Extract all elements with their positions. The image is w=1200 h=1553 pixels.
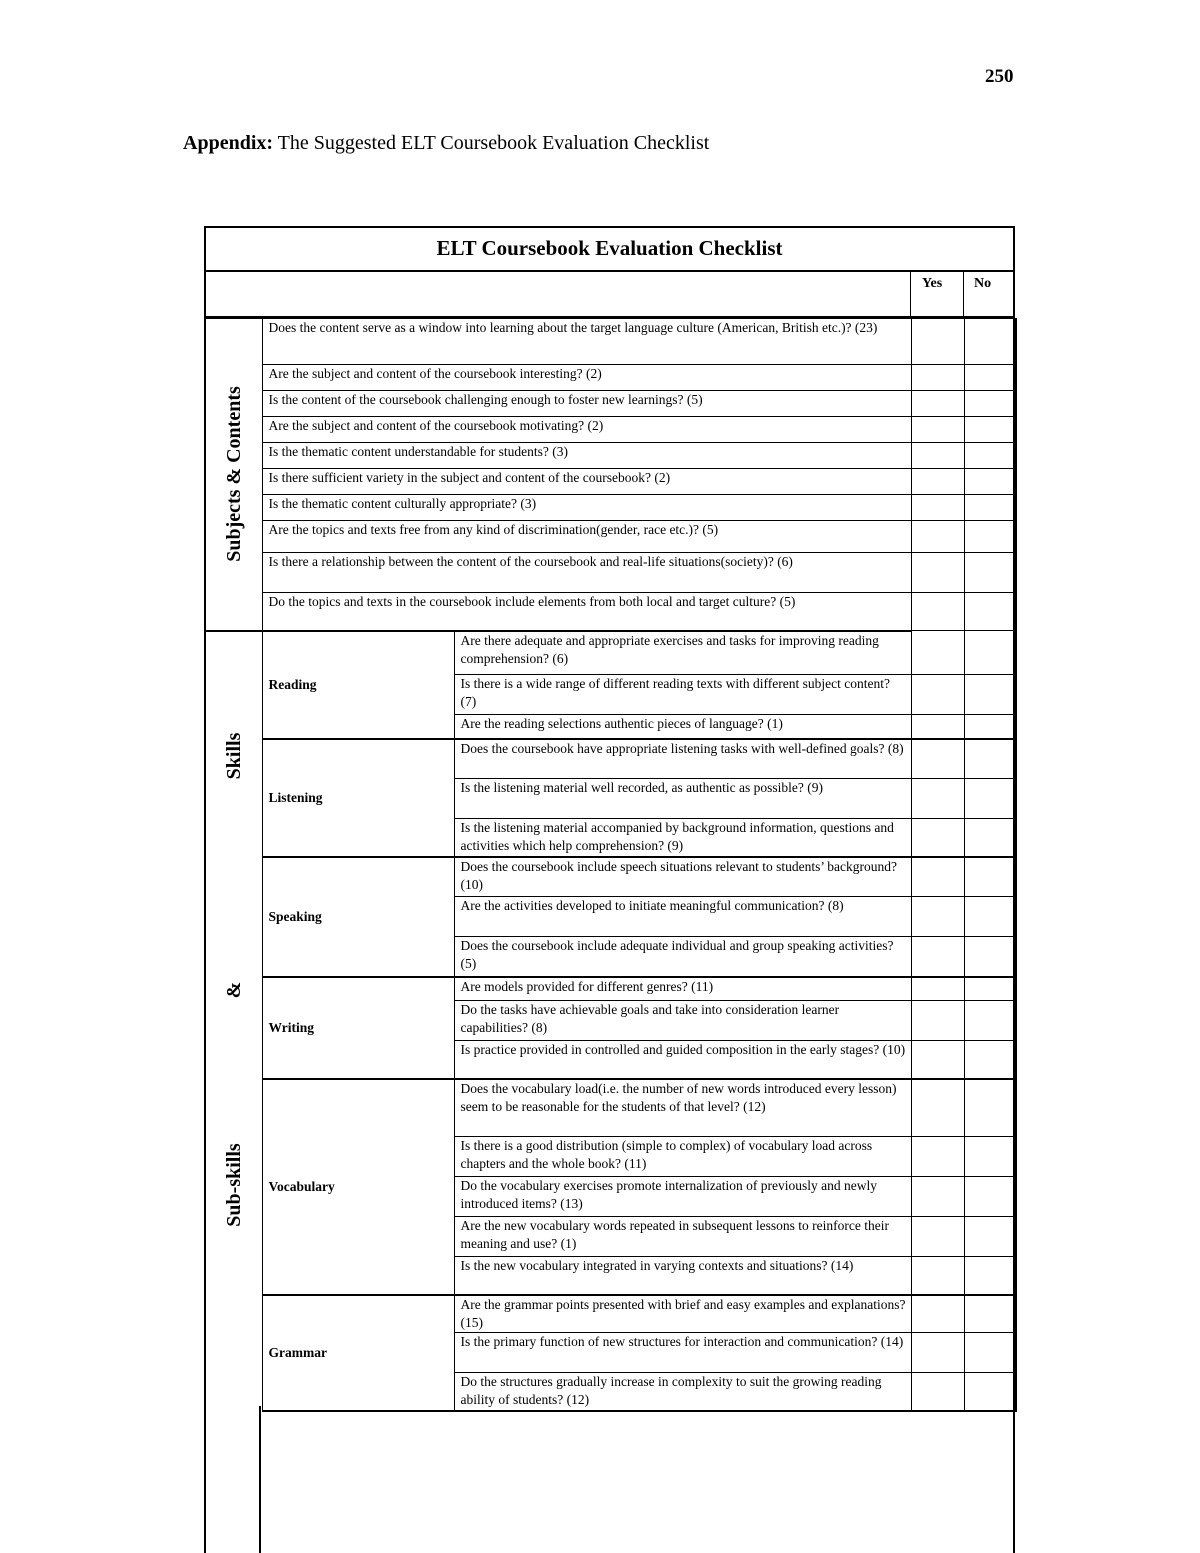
question-text: Is the thematic content understandable for students? (3) [262,443,911,469]
yes-checkbox-cell[interactable] [911,1257,964,1295]
yes-checkbox-cell[interactable] [911,1001,964,1041]
skill-label-writing: Writing [262,977,454,1079]
table-row [205,391,1016,417]
table-row [205,319,1016,365]
yes-checkbox-cell[interactable] [911,1177,964,1217]
no-checkbox-cell[interactable] [964,319,1016,365]
yes-checkbox-cell[interactable] [911,593,964,631]
question-text: Do the vocabulary exercises promote internalization of previously and newly introduced items? (13) [454,1177,911,1217]
yes-checkbox-cell[interactable] [911,1137,964,1177]
no-checkbox-cell[interactable] [964,443,1016,469]
table-row [205,1295,1016,1333]
yes-checkbox-cell[interactable] [911,469,964,495]
skill-label-listening: Listening [262,739,454,857]
yes-checkbox-cell[interactable] [911,1373,964,1411]
no-checkbox-cell[interactable] [964,365,1016,391]
category-label [206,632,262,1411]
yes-checkbox-cell[interactable] [911,675,964,715]
question-text: Are the reading selections authentic pieces of language? (1) [454,715,911,739]
table-row [205,977,1016,1001]
category-label: Subjects & Contents [222,386,245,563]
appendix-heading [183,132,709,155]
no-checkbox-cell[interactable] [964,715,1016,739]
table-row [205,631,1016,675]
question-text: Do the tasks have achievable goals and take into consideration learner capabilities? (8) [454,1001,911,1041]
yes-checkbox-cell[interactable] [911,897,964,937]
skill-label-speaking: Speaking [262,857,454,977]
yes-checkbox-cell[interactable] [911,1217,964,1257]
question-text: Do the structures gradually increase in complexity to suit the growing reading ability of students? (12) [454,1373,911,1411]
no-checkbox-cell[interactable] [964,1373,1016,1411]
question-text: Is there is a good distribution (simple to complex) of vocabulary load across chapters and the whole book? (11) [454,1137,911,1177]
yes-checkbox-cell[interactable] [911,443,964,469]
table-row [205,1079,1016,1137]
no-checkbox-cell[interactable] [964,1137,1016,1177]
question-text: Are the subject and content of the coursebook motivating? (2) [262,417,911,443]
table-row [205,739,1016,779]
header-blank-cell [204,272,910,318]
category-label-amp: & [222,981,245,999]
no-checkbox-cell[interactable] [964,779,1016,819]
yes-checkbox-cell[interactable] [911,631,964,675]
question-text: Is the new vocabulary integrated in varying contexts and situations? (14) [454,1257,911,1295]
yes-checkbox-cell[interactable] [911,417,964,443]
question-text: Are models provided for different genres? (11) [454,977,911,1001]
empty-category-column [204,1406,261,1553]
question-text: Is there sufficient variety in the subject and content of the coursebook? (2) [262,469,911,495]
table-row [205,365,1016,391]
no-checkbox-cell[interactable] [964,977,1016,1001]
category-label-skills: Skills [222,732,245,780]
question-text: Does the coursebook include speech situations relevant to students’ background? (10) [454,857,911,897]
no-checkbox-cell[interactable] [964,897,1016,937]
question-text: Does the coursebook have appropriate listening tasks with well-defined goals? (8) [454,739,911,779]
question-text: Are the topics and texts free from any kind of discrimination(gender, race etc.)? (5) [262,521,911,553]
yes-checkbox-cell[interactable] [911,365,964,391]
question-text: Is the primary function of new structures for interaction and communication? (14) [454,1333,911,1373]
yes-checkbox-cell[interactable] [911,1041,964,1079]
appendix-title-text: The Suggested ELT Coursebook Evaluation Checklist [273,132,710,154]
no-checkbox-cell[interactable] [964,631,1016,675]
question-text: Does the coursebook include adequate individual and group speaking activities? (5) [454,937,911,977]
yes-checkbox-cell[interactable] [911,1295,964,1333]
no-checkbox-cell[interactable] [964,495,1016,521]
no-checkbox-cell[interactable] [964,521,1016,553]
yes-checkbox-cell[interactable] [911,819,964,857]
question-text: Are the activities developed to initiate meaningful communication? (8) [454,897,911,937]
no-checkbox-cell[interactable] [964,1041,1016,1079]
skill-label-grammar: Grammar [262,1295,454,1411]
question-text: Is the thematic content culturally appropriate? (3) [262,495,911,521]
question-text: Do the topics and texts in the coursebook include elements from both local and target culture? (5) [262,593,911,631]
yes-checkbox-cell[interactable] [911,977,964,1001]
no-checkbox-cell[interactable] [964,1079,1016,1137]
yes-checkbox-cell[interactable] [911,495,964,521]
category-subjects-contents [205,319,262,631]
yes-checkbox-cell[interactable] [911,739,964,779]
yes-checkbox-cell[interactable] [911,779,964,819]
no-checkbox-cell[interactable] [964,391,1016,417]
category-label-subskills: Sub-skills [222,1142,245,1227]
no-checkbox-cell[interactable] [964,675,1016,715]
no-checkbox-cell[interactable] [964,819,1016,857]
yes-checkbox-cell[interactable] [911,715,964,739]
no-checkbox-cell[interactable] [964,1333,1016,1373]
table-row [205,469,1016,495]
table-row [205,857,1016,897]
no-checkbox-cell[interactable] [964,857,1016,897]
no-checkbox-cell[interactable] [964,469,1016,495]
page-number: 250 [985,66,1014,87]
question-text: Is the content of the coursebook challenging enough to foster new learnings? (5) [262,391,911,417]
checklist-title: ELT Coursebook Evaluation Checklist [204,226,1015,272]
question-text: Is there is a wide range of different reading texts with different subject content? (7) [454,675,911,715]
question-text: Is the listening material accompanied by background information, questions and activities which help comprehension? (9) [454,819,911,857]
no-checkbox-cell[interactable] [964,937,1016,977]
no-checkbox-cell[interactable] [964,1177,1016,1217]
question-text: Does the vocabulary load(i.e. the number of new words introduced every lesson) seem to be reasonable for the students of that level? (12) [454,1079,911,1137]
no-checkbox-cell[interactable] [964,1295,1016,1333]
yes-checkbox-cell[interactable] [911,521,964,553]
question-text: Are there adequate and appropriate exercises and tasks for improving reading comprehension? (6) [454,631,911,675]
question-text: Is the listening material well recorded, as authentic as possible? (9) [454,779,911,819]
no-checkbox-cell[interactable] [964,553,1016,593]
yes-checkbox-cell[interactable] [911,391,964,417]
yes-checkbox-cell[interactable] [911,937,964,977]
table-row [205,417,1016,443]
category-skills-subskills [205,631,262,1411]
no-checkbox-cell[interactable] [964,1217,1016,1257]
yes-checkbox-cell[interactable] [911,857,964,897]
question-text: Does the content serve as a window into learning about the target language culture (American, British etc.)? (23) [262,319,911,365]
table-row [205,593,1016,631]
table-row [205,521,1016,553]
no-column-header: No [974,276,992,291]
yes-checkbox-cell[interactable] [911,1333,964,1373]
question-text: Are the subject and content of the coursebook interesting? (2) [262,365,911,391]
question-text: Are the new vocabulary words repeated in subsequent lessons to reinforce their meaning and use? (1) [454,1217,911,1257]
yes-checkbox-cell[interactable] [911,1079,964,1137]
question-text: Is practice provided in controlled and guided composition in the early stages? (10) [454,1041,911,1079]
yes-column-header: Yes [922,276,943,291]
table-row [205,443,1016,469]
no-checkbox-cell[interactable] [964,417,1016,443]
table-row [205,553,1016,593]
no-checkbox-cell[interactable] [964,1001,1016,1041]
question-text: Is there a relationship between the content of the coursebook and real-life situations(society)? (6) [262,553,911,593]
appendix-prefix: Appendix: [183,132,274,154]
question-text: Are the grammar points presented with brief and easy examples and explanations? (15) [454,1295,911,1333]
no-checkbox-cell[interactable] [964,739,1016,779]
table-row [205,495,1016,521]
skill-label-vocabulary: Vocabulary [262,1079,454,1295]
checklist-table [204,318,1017,1412]
skill-label-reading: Reading [262,631,454,739]
no-checkbox-cell[interactable] [964,1257,1016,1295]
yes-checkbox-cell[interactable] [911,553,964,593]
no-checkbox-cell[interactable] [964,593,1016,631]
yes-checkbox-cell[interactable] [911,319,964,365]
